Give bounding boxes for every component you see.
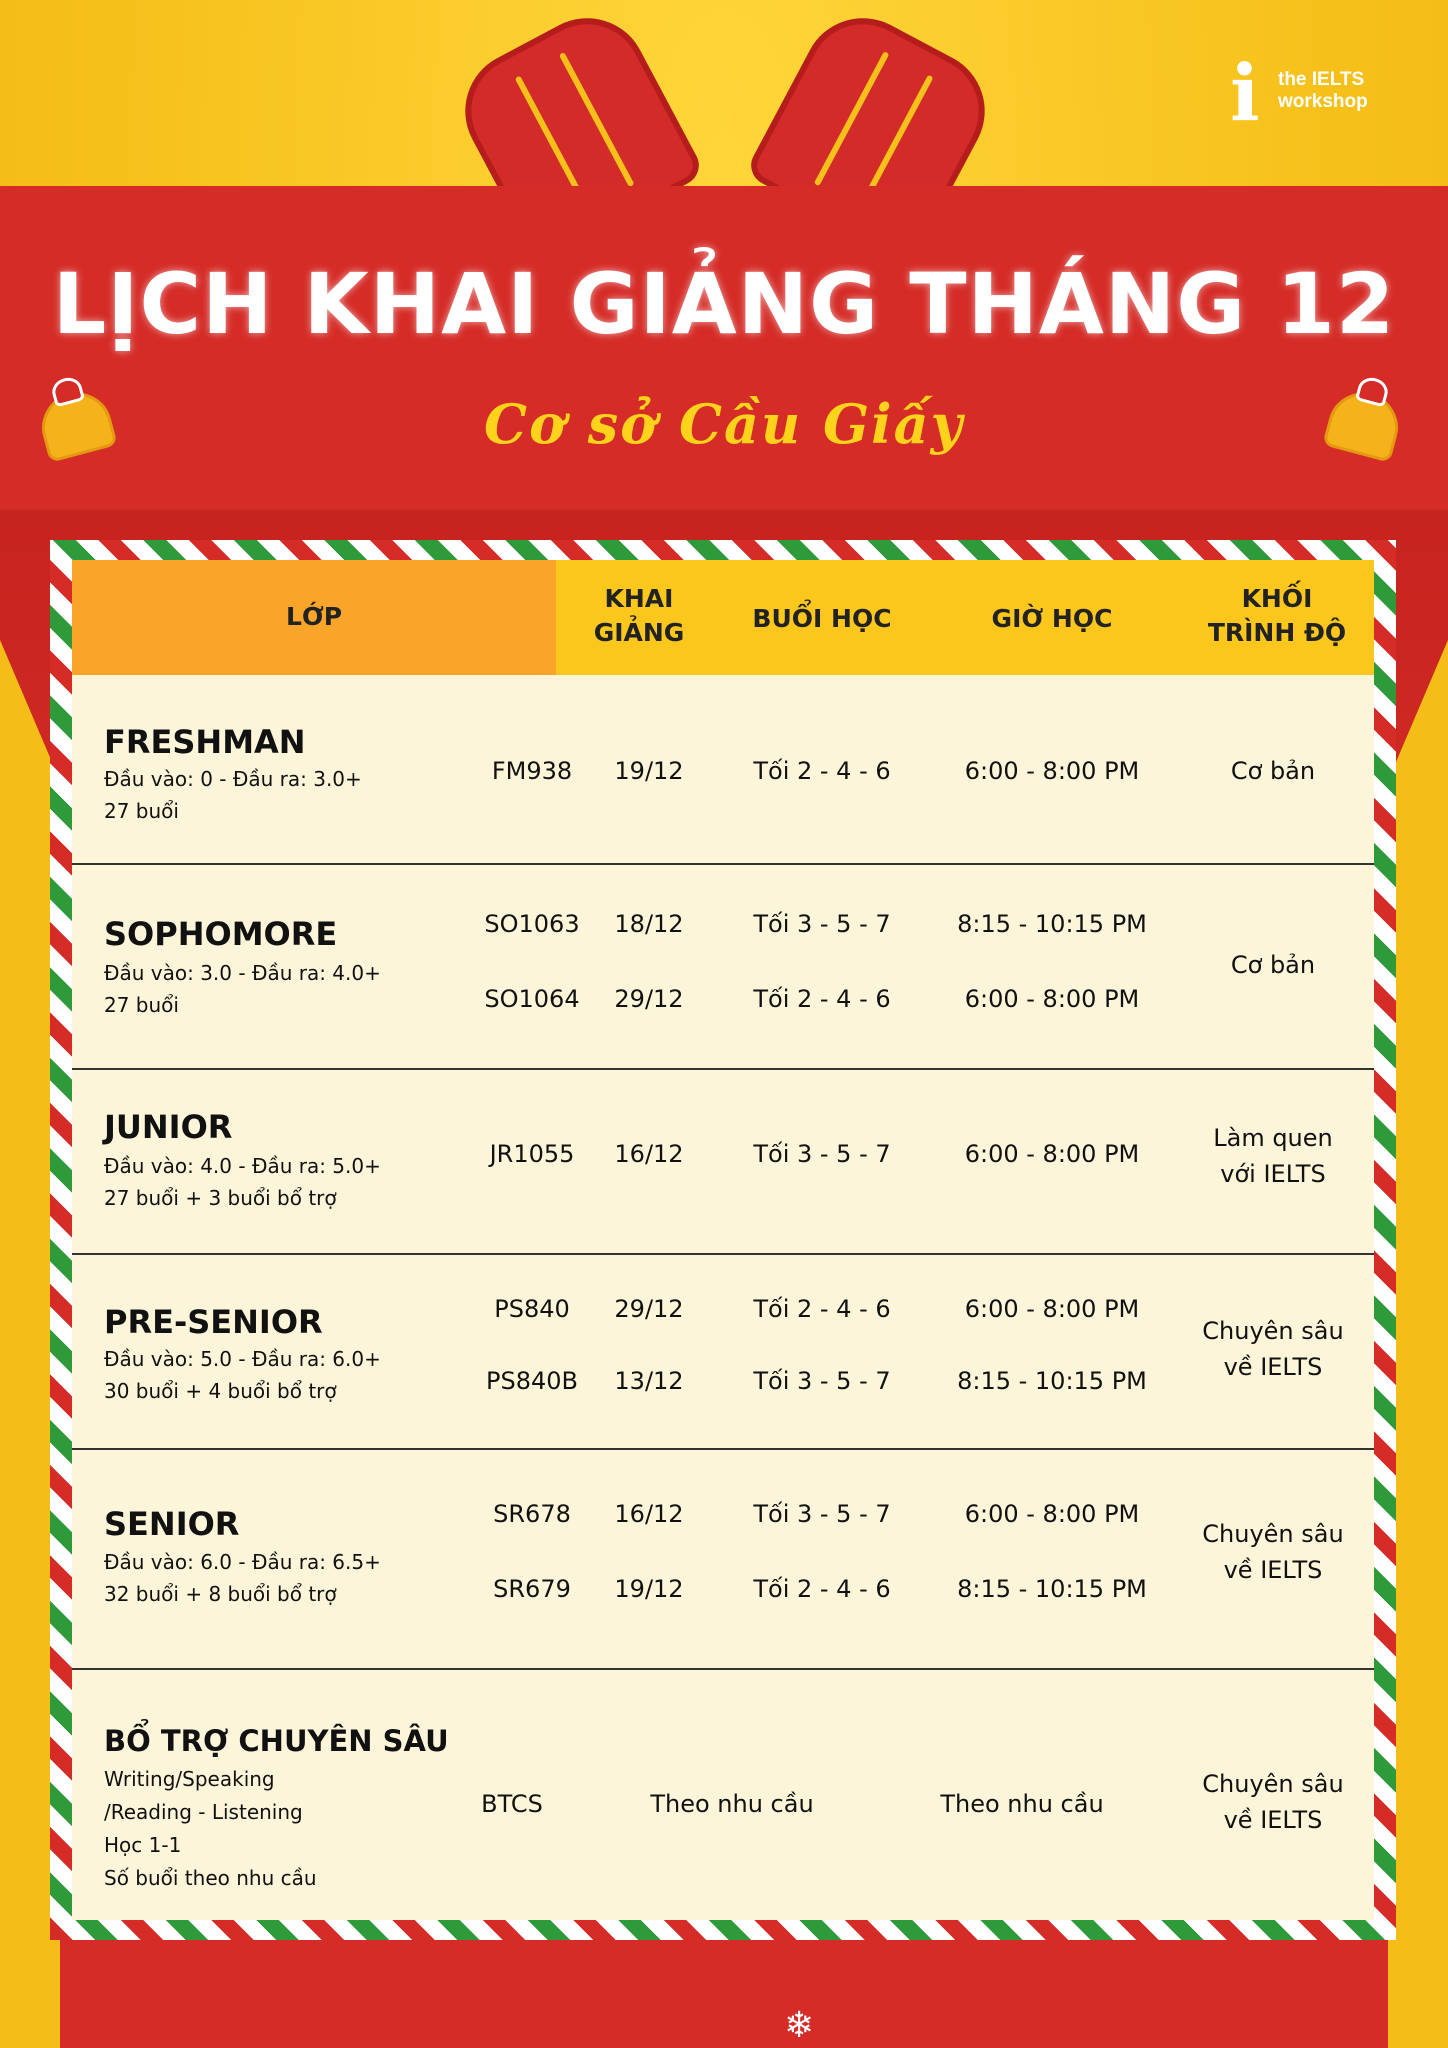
class-desc: Đầu vào: 4.0 - Đầu ra: 5.0+ — [104, 1154, 381, 1178]
class-desc: 27 buổi + 3 buổi bổ trợ — [104, 1186, 337, 1210]
start-date: 16/12 — [614, 1500, 684, 1528]
class-desc: 30 buổi + 4 buổi bổ trợ — [104, 1379, 337, 1403]
class-desc: 27 buổi — [104, 799, 179, 823]
class-time: 8:15 - 10:15 PM — [957, 1367, 1147, 1395]
class-days: Tối 3 - 5 - 7 — [753, 1500, 891, 1528]
header-lop: LỚP — [285, 602, 343, 631]
table-row — [72, 1070, 1374, 1255]
class-desc: Writing/Speaking — [104, 1767, 275, 1791]
class-time: 6:00 - 8:00 PM — [964, 1500, 1140, 1528]
level: Cơ bản — [1230, 757, 1316, 785]
header-khoi-2: TRÌNH ĐỘ — [1207, 618, 1347, 647]
page-subtitle: Cơ sở Cầu Giấy — [483, 392, 965, 456]
schedule-table — [72, 560, 1374, 1920]
level: với IELTS — [1220, 1160, 1326, 1188]
header-khai-giang-1: KHAI — [604, 584, 674, 613]
class-desc: 32 buổi + 8 buổi bổ trợ — [104, 1582, 337, 1606]
class-name: SENIOR — [104, 1505, 240, 1543]
class-desc: 27 buổi — [104, 993, 179, 1017]
class-days: Tối 3 - 5 - 7 — [753, 1367, 891, 1395]
class-desc: /Reading - Listening — [104, 1800, 303, 1824]
class-days: Tối 3 - 5 - 7 — [753, 910, 891, 938]
level: Chuyên sâu — [1202, 1520, 1344, 1548]
class-name: BỔ TRỢ CHUYÊN SÂU — [104, 1724, 449, 1758]
class-code: BTCS — [481, 1790, 543, 1818]
start-date: 13/12 — [614, 1367, 684, 1395]
class-code: JR1055 — [489, 1140, 575, 1168]
class-code: SO1064 — [484, 985, 580, 1013]
class-name: PRE-SENIOR — [104, 1303, 323, 1341]
table-row — [72, 675, 1374, 865]
class-time: 8:15 - 10:15 PM — [957, 910, 1147, 938]
header-khai-giang-2: GIẢNG — [593, 618, 685, 647]
class-days: Tối 2 - 4 - 6 — [753, 757, 891, 785]
class-desc: Số buổi theo nhu cầu — [104, 1866, 317, 1890]
level: về IELTS — [1223, 1806, 1323, 1834]
start-date: 19/12 — [614, 757, 684, 785]
class-code: SO1063 — [484, 910, 580, 938]
table-row — [72, 865, 1374, 1070]
class-days: Tối 2 - 4 - 6 — [753, 985, 891, 1013]
table-row — [72, 1670, 1374, 1920]
class-code: SR678 — [493, 1500, 571, 1528]
level: về IELTS — [1223, 1353, 1323, 1381]
class-code: PS840 — [494, 1295, 570, 1323]
class-desc: Đầu vào: 0 - Đầu ra: 3.0+ — [104, 767, 362, 791]
class-desc: Đầu vào: 5.0 - Đầu ra: 6.0+ — [104, 1347, 381, 1371]
class-time: 6:00 - 8:00 PM — [964, 1295, 1140, 1323]
side-panel-right — [1388, 640, 1448, 2048]
level: Chuyên sâu — [1202, 1317, 1344, 1345]
level: Cơ bản — [1230, 951, 1316, 979]
class-time: 8:15 - 10:15 PM — [957, 1575, 1147, 1603]
class-name: SOPHOMORE — [104, 915, 338, 953]
class-code: PS840B — [486, 1367, 578, 1395]
class-time: 6:00 - 8:00 PM — [964, 757, 1140, 785]
start-days: Theo nhu cầu — [650, 1790, 814, 1818]
start-date: 16/12 — [614, 1140, 684, 1168]
level: Chuyên sâu — [1202, 1770, 1344, 1798]
start-date: 18/12 — [614, 910, 684, 938]
class-name: JUNIOR — [104, 1108, 233, 1146]
class-time: Theo nhu cầu — [940, 1790, 1104, 1818]
logo-line2: workshop — [1278, 91, 1368, 112]
start-date: 19/12 — [614, 1575, 684, 1603]
logo-i-icon: i — [1230, 48, 1260, 139]
class-desc: Đầu vào: 6.0 - Đầu ra: 6.5+ — [104, 1550, 381, 1574]
class-desc: Đầu vào: 3.0 - Đầu ra: 4.0+ — [104, 961, 381, 985]
header-buoi-hoc: BUỔI HỌC — [752, 604, 892, 633]
class-time: 6:00 - 8:00 PM — [964, 1140, 1140, 1168]
start-date: 29/12 — [614, 985, 684, 1013]
class-days: Tối 2 - 4 - 6 — [753, 1575, 891, 1603]
page-title: LỊCH KHAI GIẢNG THÁNG 12 — [52, 255, 1396, 353]
table-header — [72, 560, 1374, 675]
class-days: Tối 2 - 4 - 6 — [753, 1295, 891, 1323]
header-gio-hoc: GIỜ HỌC — [991, 604, 1113, 633]
class-code: FM938 — [491, 757, 573, 785]
table-row — [72, 1450, 1374, 1670]
class-time: 6:00 - 8:00 PM — [964, 985, 1140, 1013]
class-days: Tối 3 - 5 - 7 — [753, 1140, 891, 1168]
class-desc: Học 1-1 — [104, 1833, 182, 1857]
table-row — [72, 1255, 1374, 1450]
header-khoi-1: KHỐI — [1241, 584, 1313, 613]
class-name: FRESHMAN — [104, 723, 306, 761]
snowflake-icon: ❄ — [784, 2005, 815, 2046]
class-code: SR679 — [493, 1575, 571, 1603]
level: về IELTS — [1223, 1556, 1323, 1584]
logo-line1: the IELTS — [1278, 69, 1365, 90]
start-date: 29/12 — [614, 1295, 684, 1323]
level: Làm quen — [1213, 1124, 1333, 1152]
brand-logo — [1230, 48, 1410, 145]
